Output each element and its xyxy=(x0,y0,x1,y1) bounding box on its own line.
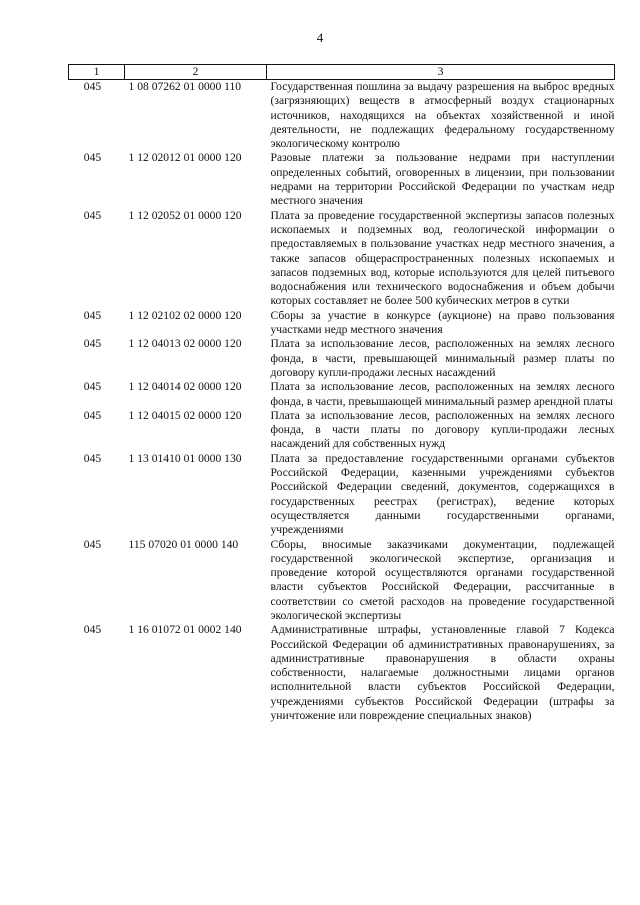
admin-code: 045 xyxy=(83,208,102,222)
revenue-code: 1 08 07262 01 0000 110 xyxy=(128,80,242,93)
header-col-2: 2 xyxy=(125,65,267,80)
page-number: 4 xyxy=(316,30,324,45)
table-row xyxy=(69,623,615,723)
table-row xyxy=(69,209,615,309)
revenue-description: Сборы, вносимые заказчиками документации, подлежащей государственной экологической экспертизе, организация и проведение которой осуществляются органами государственной власти субъектов Российской Федерации, рассчитанные в соответствии со сметой расходов на проведение государственной экологической экспертизы xyxy=(270,537,615,622)
revenue-description: Плата за использование лесов, расположенных на землях лесного фонда, в части платы по договору купли-продажи лесных насаждений для собственных нужд xyxy=(270,408,615,451)
revenue-description: Сборы за участие в конкурсе (аукционе) на право пользования участками недр местного значения xyxy=(270,308,615,337)
table-row xyxy=(69,337,615,380)
revenue-description: Плата за проведение государственной экспертизы запасов полезных ископаемых и подземных вод, геологической информации о предоставляемых в пользование участках недр местного значения, а также запасов общераспространенных полезных ископаемых и запасов подземных вод, которые используются для целей питьевого водоснабжения или технического водоснабжения и объем добычи которых составляет не более 500 кубических метров в сутки xyxy=(270,208,615,308)
admin-code: 045 xyxy=(83,451,102,465)
admin-code: 045 xyxy=(83,308,102,322)
revenue-code: 1 12 04014 02 0000 120 xyxy=(128,380,242,394)
admin-code: 045 xyxy=(83,337,102,351)
admin-code: 045 xyxy=(83,537,102,551)
revenue-description: Плата за предоставление государственными органами субъектов Российской Федерации, казенными учреждениями субъектов Российской Федерации сведений, документов, содержащихся в государственных реестрах (регистрах), ведение которых осуществляется данными государственными органами, учреждениями xyxy=(270,451,615,537)
table-row xyxy=(69,409,615,452)
table-row xyxy=(69,151,615,208)
revenue-code: 115 07020 01 0000 140 xyxy=(128,537,239,551)
table-row xyxy=(69,452,615,538)
revenue-code: 1 12 02052 01 0000 120 xyxy=(128,208,242,222)
revenue-code: 1 12 04013 02 0000 120 xyxy=(128,337,242,351)
revenue-codes-table xyxy=(68,64,615,723)
table-row xyxy=(69,538,615,624)
admin-code: 045 xyxy=(83,623,102,637)
revenue-code: 1 12 02102 02 0000 120 xyxy=(128,308,242,322)
header-col-3: 3 xyxy=(267,65,615,80)
admin-code: 045 xyxy=(83,408,102,422)
revenue-description: Плата за использование лесов, расположенных на землях лесного фонда, в части, превышающей минимальный размер арендной платы xyxy=(270,380,615,408)
table-row xyxy=(69,80,615,152)
table-header xyxy=(69,65,615,80)
header-col-1: 1 xyxy=(69,65,125,80)
revenue-code: 1 12 02012 01 0000 120 xyxy=(128,151,242,165)
revenue-code: 1 12 04015 02 0000 120 xyxy=(128,408,242,422)
revenue-description: Плата за использование лесов, расположенных на землях лесного фонда, в части, превышающей минимальный размер платы по договору купли-продажи лесных насаждений xyxy=(270,337,615,379)
table-row xyxy=(69,380,615,409)
revenue-description: Разовые платежи за пользование недрами при наступлении определенных событий, оговоренных в лицензии, при пользовании недрами на территории Российской Федерации по участкам недр местного значения xyxy=(270,151,615,208)
table-row xyxy=(69,309,615,338)
admin-code: 045 xyxy=(83,380,102,394)
revenue-description: Административные штрафы, установленные главой 7 Кодекса Российской Федерации об административных правонарушениях, за административные правонарушения в области охраны собственности, налагаемые должностными лицами органов исполнительной власти субъектов Российской Федерации, учреждениями субъектов Российской Федерации (штрафы за уничтожение или повреждение специальных знаков) xyxy=(270,623,615,723)
revenue-code: 1 16 01072 01 0002 140 xyxy=(128,623,242,637)
revenue-code: 1 13 01410 01 0000 130 xyxy=(128,451,242,465)
admin-code: 045 xyxy=(83,80,102,93)
revenue-description: Государственная пошлина за выдачу разрешения на выброс вредных (загрязняющих) веществ в атмосферный воздух стационарных источников, находящихся на объектах хозяйственной и иной деятельности, не подлежащих федеральному государственному экологическому контролю xyxy=(270,80,615,151)
admin-code: 045 xyxy=(83,151,102,165)
